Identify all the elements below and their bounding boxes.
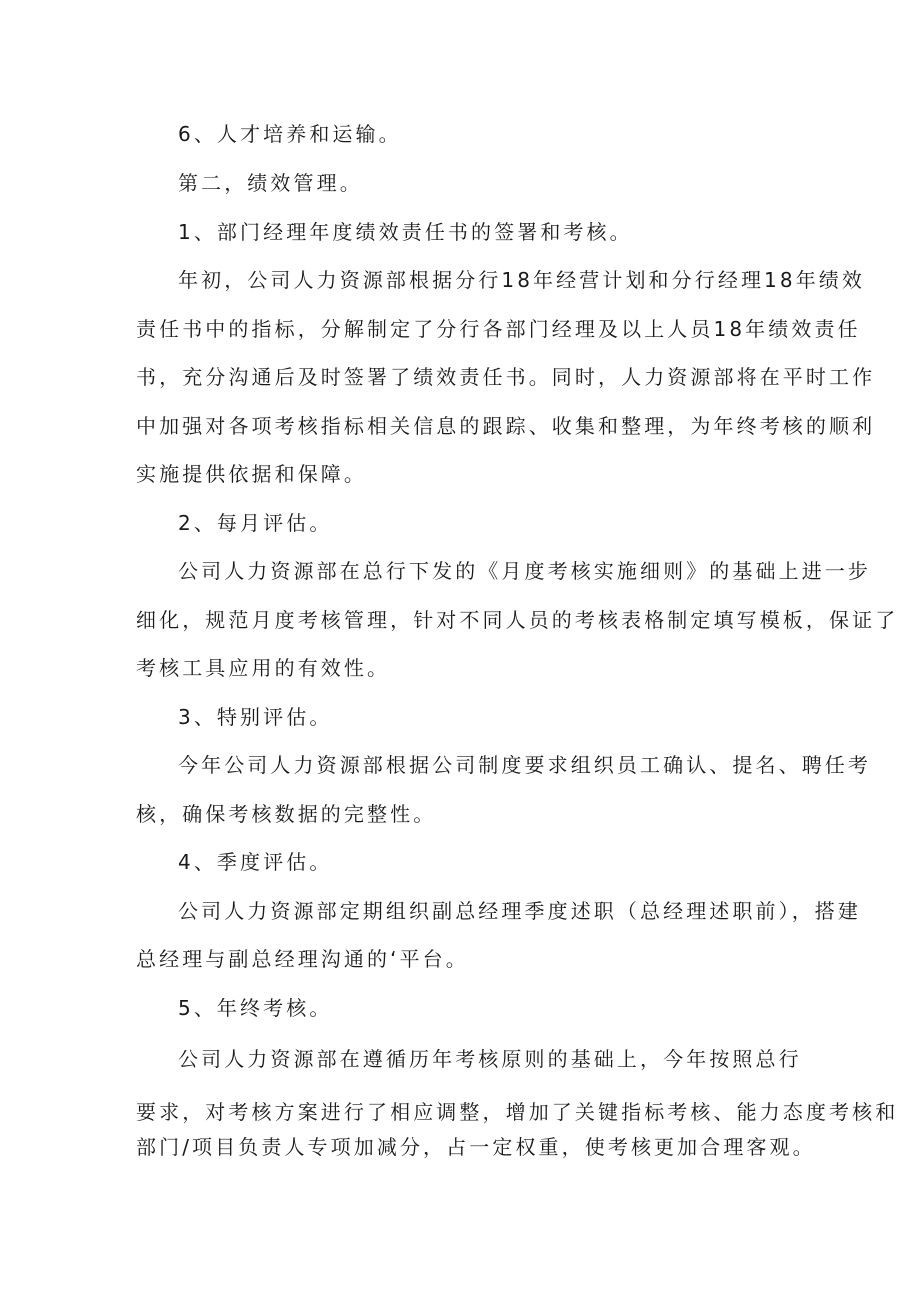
paragraph-line: 中加强对各项考核指标相关信息的跟踪、收集和整理，为年终考核的顺利: [136, 414, 876, 438]
paragraph-line: 要求，对考核方案进行了相应调整，增加了关键指标考核、能力态度考核和: [136, 1100, 899, 1124]
paragraph-line: 公司人力资源部定期组织副总经理季度述职（总经理述职前），搭建: [178, 899, 861, 923]
paragraph-line: 书，充分沟通后及时签署了绩效责任书。同时，人力资源部将在平时工作: [136, 365, 876, 389]
item-heading-responsibility-letter: 1、部门经理年度绩效责任书的签署和考核。: [178, 220, 633, 244]
paragraph-line: 责任书中的指标，分解制定了分行各部门经理及以上人员18年绩效责任: [136, 317, 861, 341]
section-heading-performance: 第二，绩效管理。: [178, 171, 363, 195]
paragraph-line: 实施提供依据和保障。: [136, 462, 367, 486]
paragraph-line: 部门/项目负责人专项加减分，占一定权重，使考核更加合理客观。: [136, 1135, 816, 1159]
item-heading-annual: 5、年终考核。: [178, 996, 333, 1020]
item-heading-monthly: 2、每月评估。: [178, 511, 333, 535]
paragraph-line: 年初，公司人力资源部根据分行18年经营计划和分行经理18年绩效: [178, 268, 865, 292]
paragraph-line: 今年公司人力资源部根据公司制度要求组织员工确认、提名、聘任考: [178, 753, 871, 777]
paragraph-line: 细化，规范月度考核管理，针对不同人员的考核表格制定填写模板，保证了: [136, 608, 899, 632]
paragraph-line: 总经理与副总经理沟通的‘平台。: [136, 947, 469, 971]
paragraph-line: 公司人力资源部在遵循历年考核原则的基础上，今年按照总行: [178, 1047, 802, 1071]
paragraph-line: 核，确保考核数据的完整性。: [136, 802, 437, 826]
section-item-talent-training: 6、人才培养和运输。: [178, 122, 402, 146]
paragraph-line: 公司人力资源部在总行下发的《月度考核实施细则》的基础上进一步: [178, 559, 871, 583]
item-heading-quarterly: 4、季度评估。: [178, 850, 333, 874]
item-heading-special: 3、特别评估。: [178, 705, 333, 729]
paragraph-line: 考核工具应用的有效性。: [136, 656, 391, 680]
